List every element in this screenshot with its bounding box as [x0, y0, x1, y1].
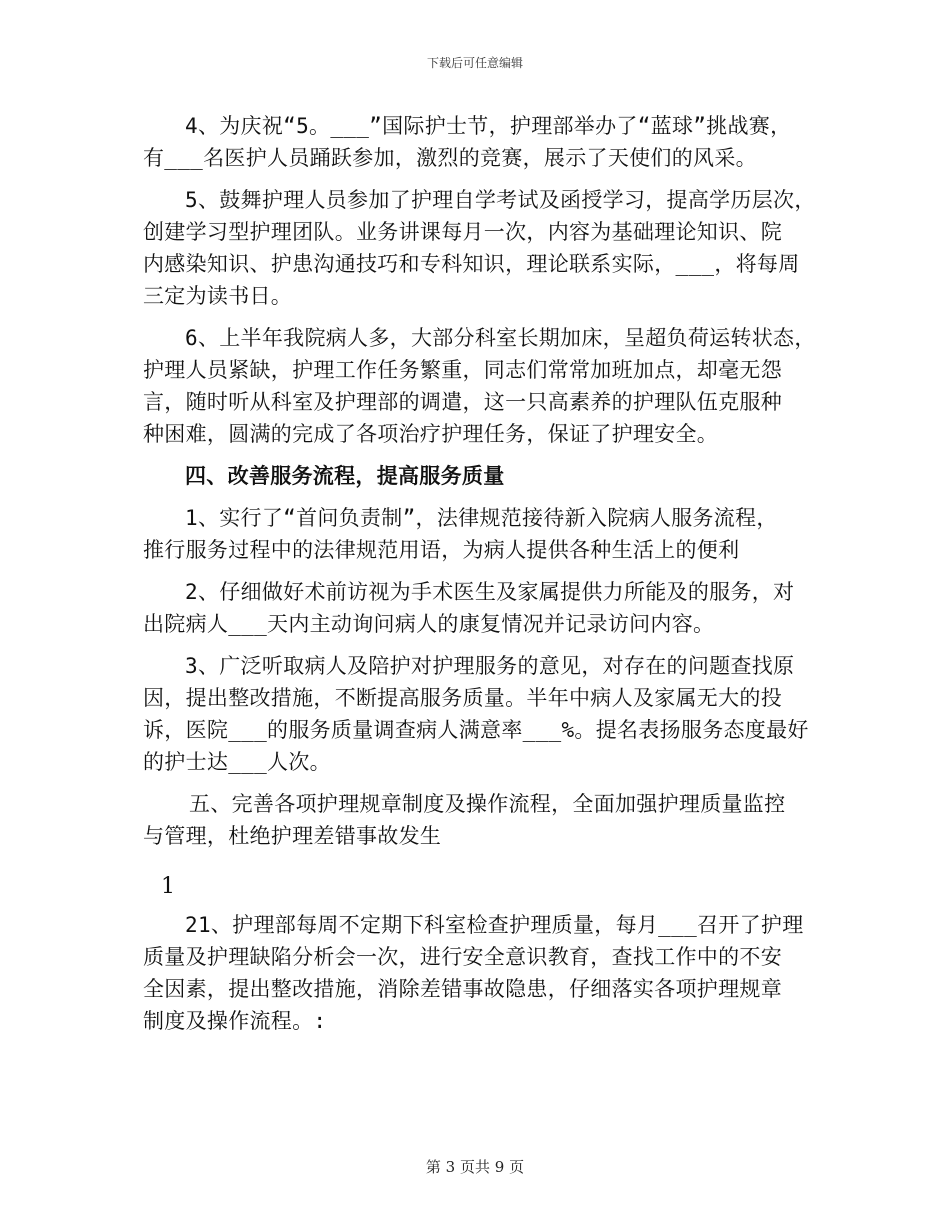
paragraph-item-5	[143, 184, 823, 312]
text-line: 因，提出整改措施，不断提高服务质量。半年中病人及家属无大的投	[143, 686, 782, 710]
paragraph-item-3	[143, 650, 823, 778]
text-line: 全因素，提出整改措施，消除差错事故隐患，仔细落实各项护理规章	[143, 977, 782, 1001]
text-line: 1、实行了“首问负责制”，法律规范接待新入院病人服务流程，	[185, 506, 778, 530]
text-line: 2、仔细做好术前访视为手术医生及家属提供力所能及的服务，对	[185, 580, 795, 604]
text-line: 创建学习型护理团队。业务讲课每月一次，内容为基础理论知识、院	[143, 220, 782, 244]
paragraph-item-1	[143, 502, 823, 566]
text-line: 5、鼓舞护理人员参加了护理自学考试及函授学习，提高学历层次，	[185, 188, 816, 212]
text-line: 3、广泛听取病人及陪护对护理服务的意见，对存在的问题查找原	[185, 654, 795, 678]
text-line: 言，随时听从科室及护理部的调遣，这一只高素养的护理队伍克服种	[143, 390, 782, 414]
page-footer: 第 3 页共 9 页	[425, 1158, 525, 1176]
text-line: 出院病人___天内主动询问病人的康复情况并记录访问内容。	[143, 612, 715, 636]
text-line: 三定为读书日。	[143, 284, 293, 308]
paragraph-item-4	[143, 110, 823, 174]
text-line: 质量及护理缺陷分析会一次，进行安全意识教育，查找工作中的不安	[143, 945, 782, 969]
paragraph-item-6	[143, 322, 823, 450]
page-header: 下载后可任意编辑	[426, 56, 523, 70]
text-line: 推行服务过程中的法律规范用语，为病人提供各种生活上的便利	[143, 538, 740, 562]
text-line: 内感染知识、护患沟通技巧和专科知识，理论联系实际，___，将每周	[143, 252, 800, 276]
section-heading-text: 四、改善服务流程，提高服务质量	[185, 464, 505, 488]
text-line: 21、护理部每周不定期下科室检查护理质量，每月___召开了护理	[185, 913, 804, 937]
text-line: 护理人员紧缺，护理工作任务繁重，同志们常常加班加点，却毫无怨	[143, 358, 782, 382]
section-heading-text: 与管理，杜绝护理差错事故发生	[143, 824, 442, 848]
section-heading-5	[143, 788, 823, 852]
text-line: 制度及操作流程。:	[143, 1009, 327, 1033]
text-line: 4、为庆祝“5。___”国际护士节，护理部举办了“蓝球”挑战赛，	[185, 114, 792, 138]
text-line: 种困难，圆满的完成了各项治疗护理任务，保证了护理安全。	[143, 422, 719, 446]
text-line: 6、上半年我院病人多，大部分科室长期加床，呈超负荷运转状态，	[185, 326, 816, 350]
paragraph-item-2	[143, 576, 823, 640]
text-line: 有___名医护人员踊跃参加，激烈的竞赛，展示了天使们的风采。	[143, 146, 757, 170]
paragraph-item-21	[143, 909, 823, 1037]
text-line: 的护士达___人次。	[143, 750, 331, 774]
text-line: 诉，医院___的服务质量调查病人满意率___%。提名表扬服务态度最好	[143, 718, 809, 742]
section-heading-4	[143, 460, 823, 492]
section-heading-text: 五、完善各项护理规章制度及操作流程，全面加强护理质量监控	[189, 792, 786, 816]
document-body	[143, 110, 823, 1037]
inline-number: 1	[161, 874, 175, 899]
